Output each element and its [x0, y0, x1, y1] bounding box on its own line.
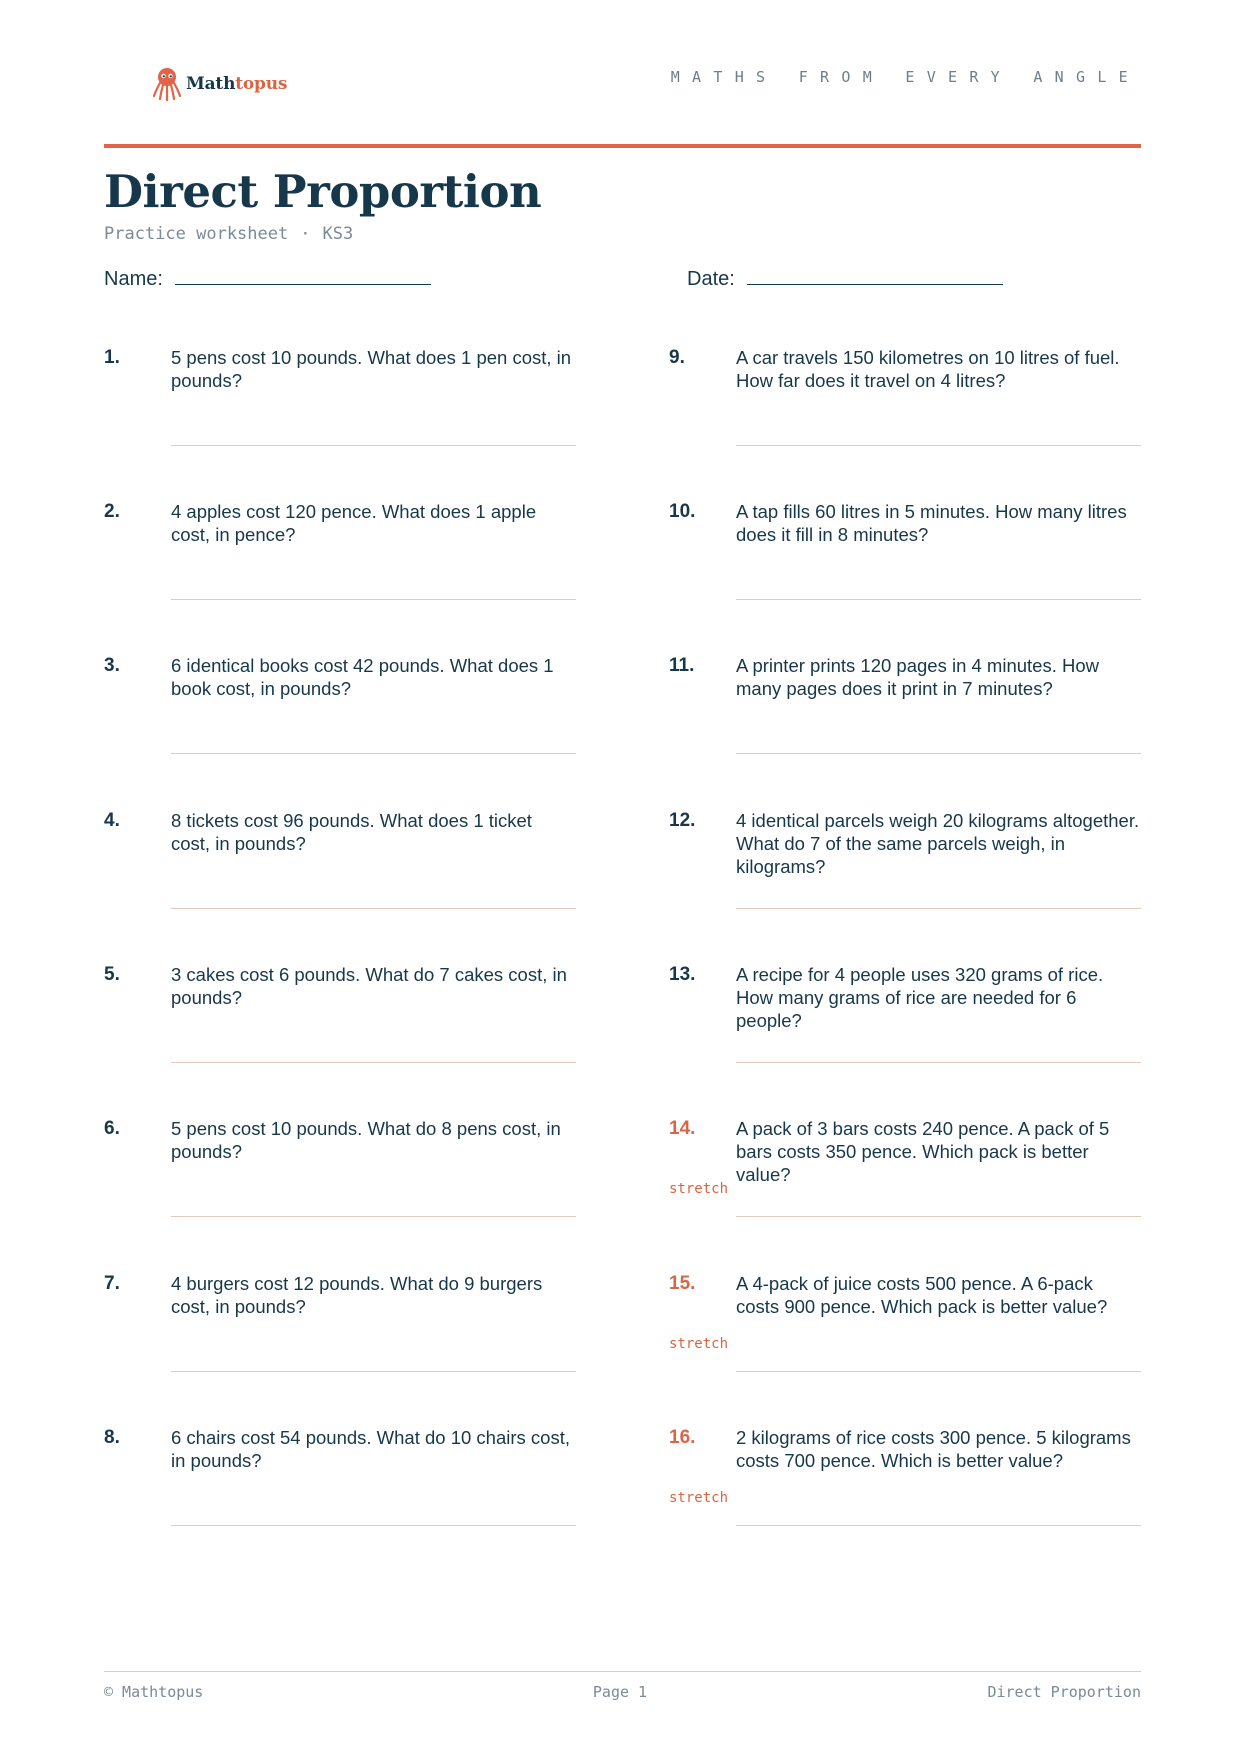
- question-number: 6.: [104, 1118, 120, 1139]
- question-13: [669, 963, 1149, 1103]
- question-number: 5.: [104, 964, 120, 985]
- answer-line[interactable]: [171, 445, 576, 446]
- footer-doc-title: Direct Proportion: [987, 1683, 1141, 1701]
- question-number: 2.: [104, 501, 120, 522]
- page-subtitle: Practice worksheet · KS3: [104, 224, 354, 244]
- question-2: [104, 500, 584, 640]
- answer-line[interactable]: [736, 1062, 1141, 1063]
- answer-line[interactable]: [736, 1216, 1141, 1217]
- brand-tagline: MATHS FROM EVERY ANGLE: [670, 68, 1140, 86]
- question-number: 12.: [669, 810, 696, 831]
- brand-logo: [152, 66, 287, 102]
- question-4: [104, 809, 584, 949]
- answer-line[interactable]: [171, 1371, 576, 1372]
- question-number: 1.: [104, 347, 120, 368]
- footer-copyright: © Mathtopus: [104, 1683, 204, 1701]
- answer-line[interactable]: [736, 753, 1141, 754]
- question-14: [669, 1117, 1149, 1257]
- header-rule: [104, 144, 1141, 148]
- question-text: 5 pens cost 10 pounds. What do 8 pens cost, in pounds?: [171, 1118, 561, 1162]
- question-9: [669, 346, 1149, 486]
- stretch-tag: stretch: [669, 1181, 729, 1197]
- answer-line[interactable]: [171, 1216, 576, 1217]
- question-number: 9.: [669, 347, 685, 368]
- question-text: 4 apples cost 120 pence. What does 1 apple cost, in pence?: [171, 501, 537, 545]
- question-text: 2 kilograms of rice costs 300 pence. 5 kilograms costs 700 pence. Which is better value?: [736, 1427, 1131, 1471]
- question-number: 4.: [104, 810, 120, 831]
- answer-line[interactable]: [171, 753, 576, 754]
- question-number: 16.: [669, 1427, 696, 1448]
- date-label: Date:: [687, 268, 735, 290]
- question-5: [104, 963, 584, 1103]
- page-title: Direct Proportion: [104, 165, 542, 218]
- answer-line[interactable]: [736, 445, 1141, 446]
- name-field[interactable]: [104, 268, 431, 291]
- answer-line[interactable]: [171, 1525, 576, 1526]
- question-number: 10.: [669, 501, 696, 522]
- question-number: 15.: [669, 1273, 696, 1294]
- question-text: 5 pens cost 10 pounds. What does 1 pen cost, in pounds?: [171, 347, 572, 391]
- question-text: 4 burgers cost 12 pounds. What do 9 burgers cost, in pounds?: [171, 1273, 543, 1317]
- question-15: [669, 1272, 1149, 1412]
- date-blank[interactable]: [747, 283, 1003, 285]
- brand-name: Mathtopus: [186, 74, 288, 94]
- date-field[interactable]: [687, 268, 1003, 291]
- name-blank[interactable]: [175, 283, 431, 285]
- question-3: [104, 654, 584, 794]
- question-8: [104, 1426, 584, 1566]
- question-number: 8.: [104, 1427, 120, 1448]
- question-text: 8 tickets cost 96 pounds. What does 1 ticket cost, in pounds?: [171, 810, 532, 854]
- question-text: A tap fills 60 litres in 5 minutes. How many litres does it fill in 8 minutes?: [736, 501, 1127, 545]
- question-6: [104, 1117, 584, 1257]
- question-12: [669, 809, 1149, 949]
- answer-line[interactable]: [736, 1525, 1141, 1526]
- question-number: 11.: [669, 655, 695, 676]
- question-text: A printer prints 120 pages in 4 minutes. How many pages does it print in 7 minutes?: [736, 655, 1099, 699]
- question-number: 7.: [104, 1273, 120, 1294]
- question-7: [104, 1272, 584, 1412]
- answer-line[interactable]: [736, 908, 1141, 909]
- question-10: [669, 500, 1149, 640]
- answer-line[interactable]: [171, 599, 576, 600]
- question-text: A pack of 3 bars costs 240 pence. A pack of 5 bars costs 350 pence. Which pack is better value?: [736, 1118, 1110, 1185]
- answer-line[interactable]: [736, 599, 1141, 600]
- question-number: 14.: [669, 1118, 696, 1139]
- octopus-icon: [152, 66, 182, 102]
- question-text: 4 identical parcels weigh 20 kilograms altogether. What do 7 of the same parcels weigh, in kilograms?: [736, 810, 1140, 877]
- answer-line[interactable]: [171, 908, 576, 909]
- question-text: 6 chairs cost 54 pounds. What do 10 chairs cost, in pounds?: [171, 1427, 570, 1471]
- question-text: A recipe for 4 people uses 320 grams of rice. How many grams of rice are needed for 6 people?: [736, 964, 1104, 1031]
- question-11: [669, 654, 1149, 794]
- question-number: 13.: [669, 964, 696, 985]
- footer-rule: [104, 1671, 1141, 1672]
- question-text: A 4-pack of juice costs 500 pence. A 6-pack costs 900 pence. Which pack is better value?: [736, 1273, 1108, 1317]
- answer-line[interactable]: [736, 1371, 1141, 1372]
- answer-line[interactable]: [171, 1062, 576, 1063]
- question-1: [104, 346, 584, 486]
- stretch-tag: stretch: [669, 1490, 729, 1506]
- question-16: [669, 1426, 1149, 1566]
- footer-page-number: Page 1: [592, 1683, 648, 1701]
- question-text: A car travels 150 kilometres on 10 litres of fuel. How far does it travel on 4 litres?: [736, 347, 1120, 391]
- question-text: 3 cakes cost 6 pounds. What do 7 cakes cost, in pounds?: [171, 964, 567, 1008]
- stretch-tag: stretch: [669, 1336, 729, 1352]
- name-label: Name:: [104, 268, 163, 290]
- question-number: 3.: [104, 655, 120, 676]
- question-text: 6 identical books cost 42 pounds. What does 1 book cost, in pounds?: [171, 655, 554, 699]
